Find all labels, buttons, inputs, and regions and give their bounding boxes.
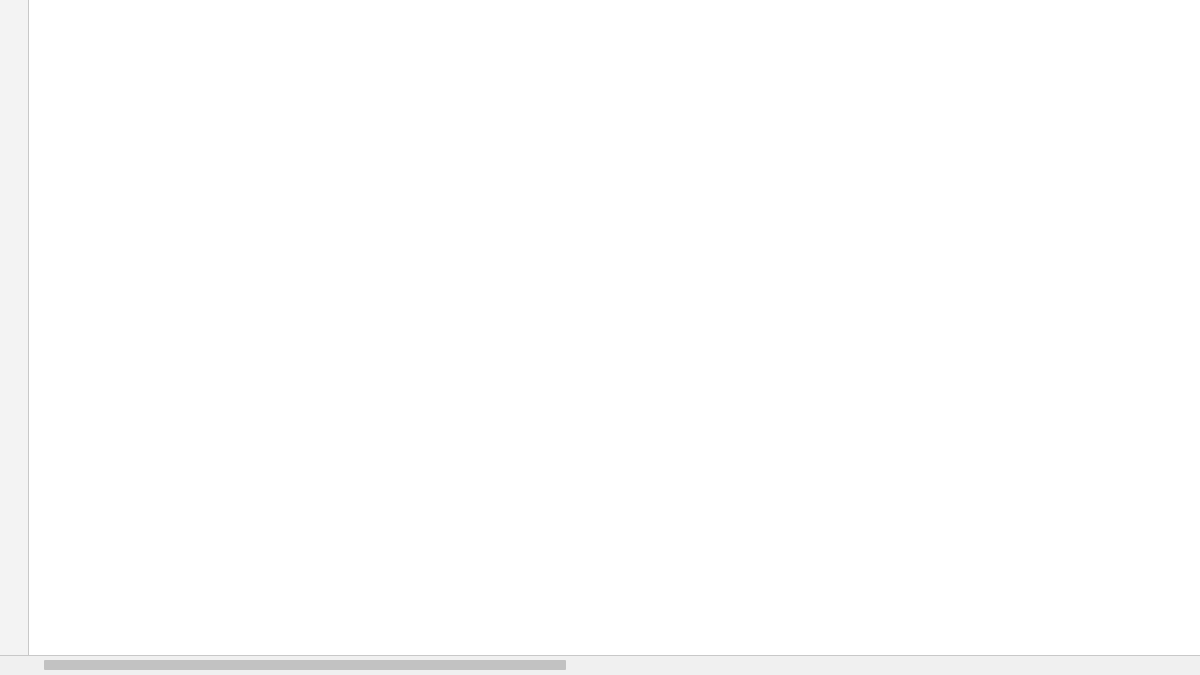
scrollbar-thumb[interactable] <box>44 660 566 670</box>
scroll-left-arrow-icon[interactable] <box>30 658 42 672</box>
row-header-column <box>0 0 29 655</box>
horizontal-scrollbar[interactable] <box>0 655 1200 675</box>
